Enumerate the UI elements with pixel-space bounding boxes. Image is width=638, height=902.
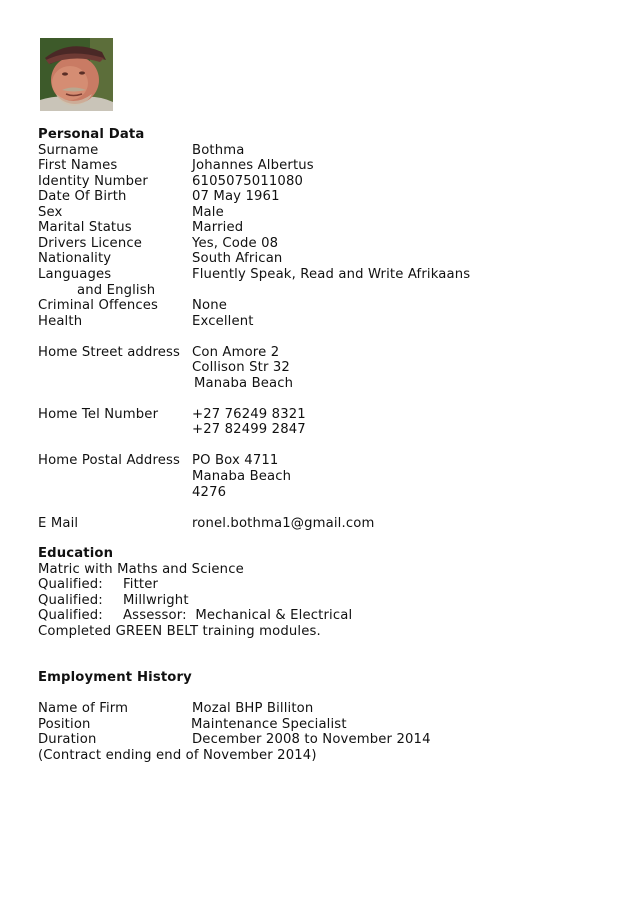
firm-label: Name of Firm — [38, 701, 129, 716]
postal-address-line: PO Box 4711 — [192, 453, 279, 468]
identity-number-value: 6105075011080 — [192, 174, 304, 189]
health-value: Excellent — [192, 314, 254, 329]
drivers-licence-label: Drivers Licence — [38, 236, 142, 251]
nationality-label: Nationality — [38, 251, 112, 266]
sex-value: Male — [192, 205, 224, 220]
identity-number-label: Identity Number — [38, 174, 148, 189]
duration-label: Duration — [38, 732, 97, 747]
home-tel-label: Home Tel Number — [38, 407, 159, 422]
health-label: Health — [38, 314, 83, 329]
postal-address-line: 4276 — [192, 485, 227, 500]
postal-address-label: Home Postal Address — [38, 453, 181, 468]
nationality-value: South African — [192, 251, 283, 266]
portrait-photo — [40, 38, 113, 111]
languages-label: Languages — [38, 267, 112, 282]
drivers-licence-value: Yes, Code 08 — [192, 236, 279, 251]
employment-heading: Employment History — [38, 670, 192, 685]
duration-value: December 2008 to November 2014 — [192, 732, 431, 747]
firm-value: Mozal BHP Billiton — [192, 701, 314, 716]
street-address-line: Collison Str 32 — [192, 360, 290, 375]
first-names-label: First Names — [38, 158, 118, 173]
criminal-offences-value: None — [192, 298, 228, 313]
sex-label: Sex — [38, 205, 63, 220]
street-address-label: Home Street address — [38, 345, 181, 360]
date-of-birth-label: Date Of Birth — [38, 189, 127, 204]
qualification-value: Assessor: Mechanical & Electrical — [123, 608, 353, 623]
street-address-line: Manaba Beach — [194, 376, 294, 391]
home-tel-line: +27 82499 2847 — [192, 422, 306, 437]
education-line: Completed GREEN BELT training modules. — [38, 624, 321, 639]
surname-label: Surname — [38, 143, 99, 158]
languages-value: Fluently Speak, Read and Write Afrikaans — [192, 267, 471, 282]
qualification-label: Qualified: — [38, 577, 103, 592]
qualification-label: Qualified: — [38, 608, 103, 623]
portrait-icon — [40, 38, 113, 111]
date-of-birth-value: 07 May 1961 — [192, 189, 280, 204]
qualification-label: Qualified: — [38, 593, 103, 608]
qualification-value: Fitter — [123, 577, 159, 592]
contract-note: (Contract ending end of November 2014) — [38, 748, 317, 763]
email-value: ronel.bothma1@gmail.com — [192, 516, 375, 531]
email-label: E Mail — [38, 516, 79, 531]
languages-continuation: and English — [77, 283, 156, 298]
position-value: Maintenance Specialist — [191, 717, 347, 732]
first-names-value: Johannes Albertus — [192, 158, 314, 173]
personal-data-heading: Personal Data — [38, 127, 145, 142]
education-heading: Education — [38, 546, 114, 561]
home-tel-line: +27 76249 8321 — [192, 407, 306, 422]
postal-address-line: Manaba Beach — [192, 469, 292, 484]
criminal-offences-label: Criminal Offences — [38, 298, 159, 313]
marital-status-value: Married — [192, 220, 244, 235]
surname-value: Bothma — [192, 143, 245, 158]
street-address-line: Con Amore 2 — [192, 345, 280, 360]
education-line: Matric with Maths and Science — [38, 562, 244, 577]
position-label: Position — [38, 717, 91, 732]
marital-status-label: Marital Status — [38, 220, 132, 235]
qualification-value: Millwright — [123, 593, 189, 608]
